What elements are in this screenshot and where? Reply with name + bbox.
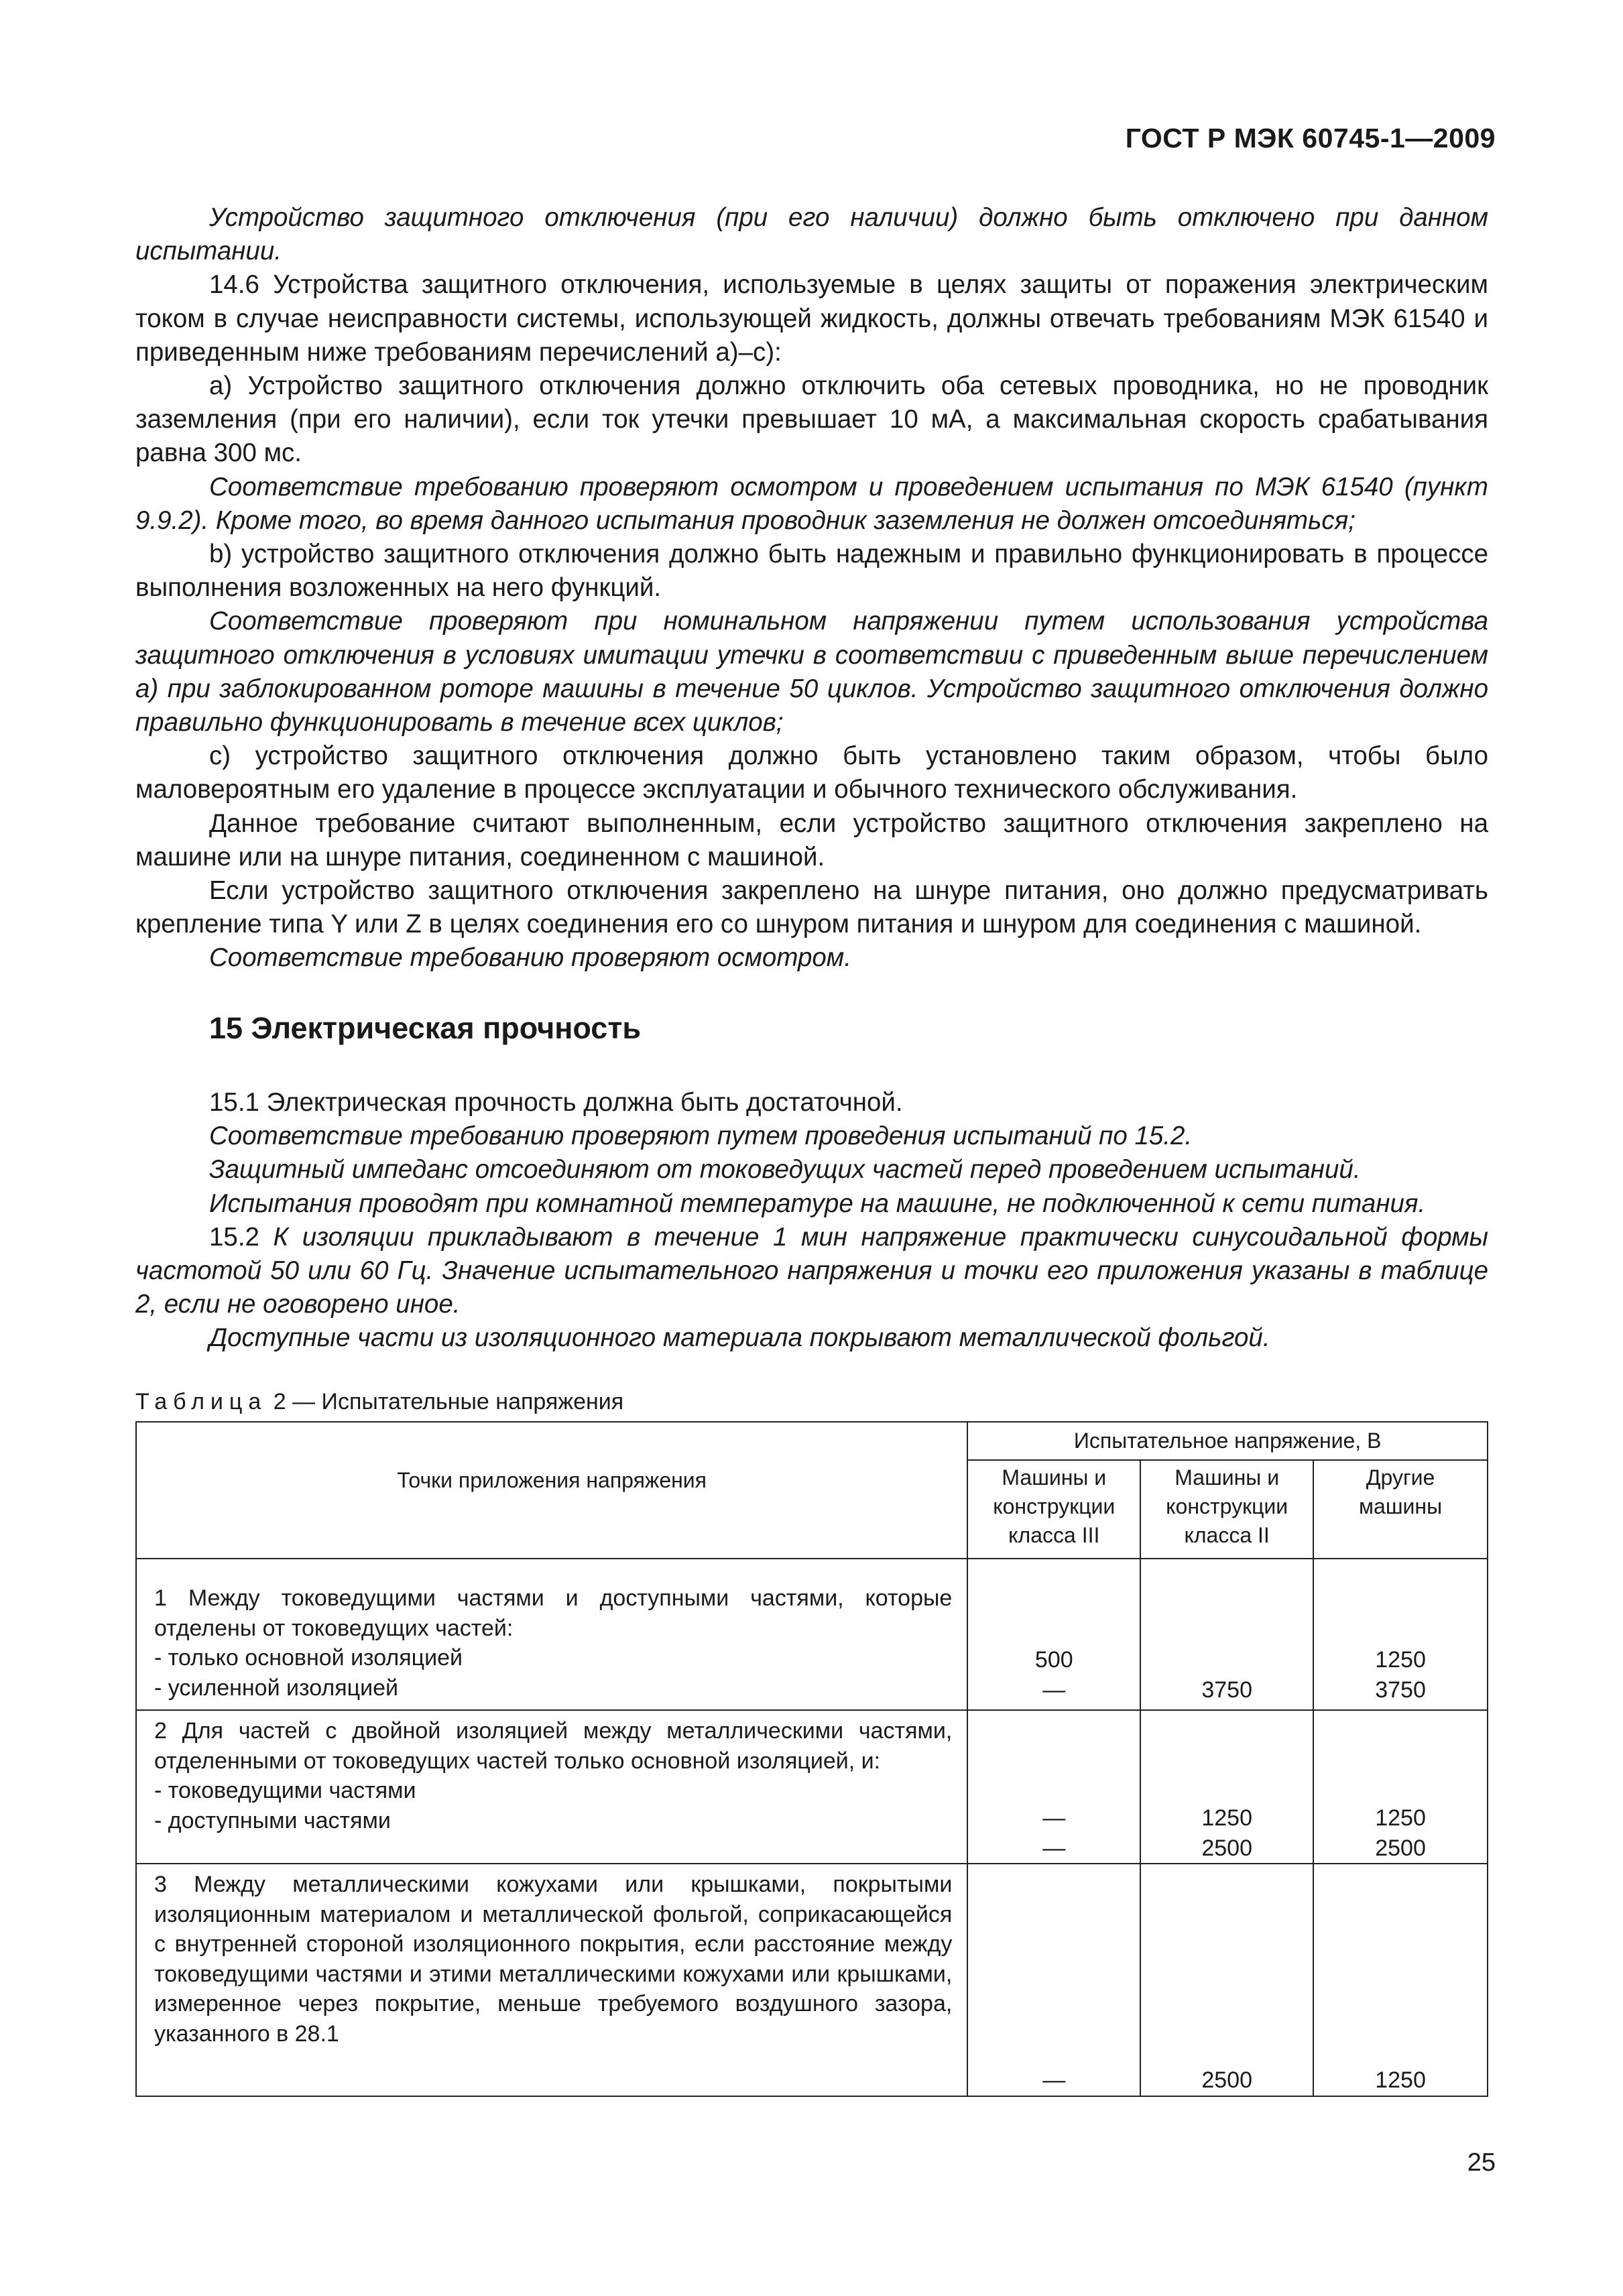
paragraph: Защитный импеданс отсоединяют от токоведущих частей перед проведением испытаний. [209,1155,1361,1185]
document-header: ГОСТ Р МЭК 60745-1—2009 [1125,123,1496,154]
section-15-text [135,1086,1488,1355]
table-cell [1140,1864,1313,2096]
row-item: - усиленной изоляцией [154,1675,399,1701]
value: 2500 [1201,2067,1252,2093]
clause-number: 15.2 [209,1222,259,1252]
table-caption [135,1389,623,1415]
paragraph: 14.6 Устройства защитного отключения, используемые в целях защиты от поражения электрическим током в случае неисправности системы, использующей жидкость, должны отвечать требованиям МЭК 61540 и приведенным ниже требованиям перечислений а)–с): [135,270,1488,367]
paragraph: Устройство защитного отключения (при его наличии) должно быть отключено при данном испытании. [135,203,1488,266]
caption-label: Таблица [135,1389,267,1414]
table-row [136,1559,1488,1710]
row-description: 1 Между токоведущими частями и доступными частями, которые отделены от токоведущих частей: [154,1585,953,1641]
table-cell [1313,1710,1488,1864]
value: 2500 [1201,1835,1252,1861]
column-header-class-3: Машины и конструкции класса III [967,1460,1140,1559]
paragraph: Соответствие требованию проверяют осмотром и проведением испытания по МЭК 61540 (пункт 9.9.2). Кроме того, во время данного испытания проводник заземления не должен отсоединяться; [135,472,1488,535]
column-header-other: Другие машины [1313,1460,1488,1559]
section-heading: 15 Электрическая прочность [209,1011,642,1045]
table-cell [1140,1710,1313,1864]
page-number: 25 [1467,2149,1496,2177]
value: 2500 [1375,1835,1426,1861]
paragraph: Соответствие требованию проверяют осмотром. [209,943,851,973]
table-cell [1140,1559,1313,1710]
row-description: 3 Между металлическими кожухами или крышками, покрытыми изоляционным материалом и металлической фольгой, соприкасающейся с внутренней стороной изоляционного покрытия, если расстояние между токоведущими частями и этими металлическими кожухами или крышками, измеренное через покрытие, меньше требуемого воздушного зазора, указанного в 28.1 [154,1872,953,2047]
table-cell [967,1710,1140,1864]
table-cell [136,1559,967,1710]
column-header-points: Точки приложения напряжения [136,1422,967,1559]
value: 500 [1034,1647,1073,1673]
paragraph: Данное требование считают выполненным, если устройство защитного отключения закреплено на машине или на шнуре питания, соединенном с машиной. [135,808,1488,871]
table-cell [1313,1559,1488,1710]
value: 1250 [1375,2067,1426,2093]
value: 1250 [1201,1805,1252,1831]
paragraph: Соответствие требованию проверяют путем проведения испытаний по 15.2. [209,1122,1193,1151]
paragraph: 15.1 Электрическая прочность должна быть достаточной. [209,1088,903,1117]
paragraph: с) устройство защитного отключения должно быть установлено таким образом, чтобы было маловероятным его удаление в процессе эксплуатации и обычного технического обслуживания. [135,741,1488,804]
row-item: - токоведущими частями [154,1778,416,1803]
paragraph: Если устройство защитного отключения закреплено на шнуре питания, оно должно предусматривать крепление типа Y или Z в целях соединения его со шнуром питания и шнуром для соединения с машиной. [135,876,1488,939]
paragraph: Испытания проводят при комнатной температуре на машине, не подключенной к сети питания. [209,1189,1426,1218]
value: 1250 [1375,1805,1426,1831]
table-cell [136,1710,967,1864]
row-description: 2 Для частей с двойной изоляцией между металлическими частями, отделенными от токоведущих частей только основной изоляцией, и: [154,1718,953,1774]
value: 1250 [1375,1647,1426,1673]
value: — [1042,1677,1066,1703]
table-cell [136,1864,967,2096]
table-cell [967,1864,1140,2096]
value: — [1042,1835,1066,1861]
value: — [1042,1805,1066,1831]
caption-title: 2 — Испытательные напряжения [267,1389,624,1414]
paragraph: а) Устройство защитного отключения должно отключить оба сетевых проводника, но не проводник заземления (при его наличии), если ток утечки превышает 10 мА, а максимальная скорость срабатывания равна 300 мс. [135,371,1488,468]
paragraph: b) устройство защитного отключения должно быть надежным и правильно функционировать в процессе выполнения возложенных на него функций. [135,540,1488,603]
table-row [136,1710,1488,1864]
table-cell [1313,1864,1488,2096]
row-item: - только основной изоляцией [154,1645,463,1671]
row-item: - доступными частями [154,1807,391,1833]
column-header-class-2: Машины и конструкции класса II [1140,1460,1313,1559]
clause-text: К изоляции прикладывают в течение 1 мин напряжение практически синусоидальной формы частотой 50 или 60 Гц. Значение испытательного напряжения и точки его приложения указаны в таблице 2, если не оговорено иное. [135,1222,1488,1319]
test-voltage-table [135,1421,1488,2097]
table-cell [967,1559,1140,1710]
paragraph [135,1221,1488,1322]
column-header-group: Испытательное напряжение, В [967,1422,1488,1460]
paragraph: Соответствие проверяют при номинальном напряжении путем использования устройства защитного отключения в условиях имитации утечки в соответствии с приведенным выше перечислением а) при заблокированном роторе машины в течение 50 циклов. Устройство защитного отключения должно правильно функционировать в течение всех циклов; [135,607,1488,737]
value: 3750 [1375,1677,1426,1703]
value: 3750 [1201,1677,1252,1703]
body-text-block [135,201,1488,975]
value: — [1042,2067,1066,2093]
table-row [136,1864,1488,2096]
paragraph: Доступные части из изоляционного материала покрывают металлической фольгой. [209,1323,1270,1353]
